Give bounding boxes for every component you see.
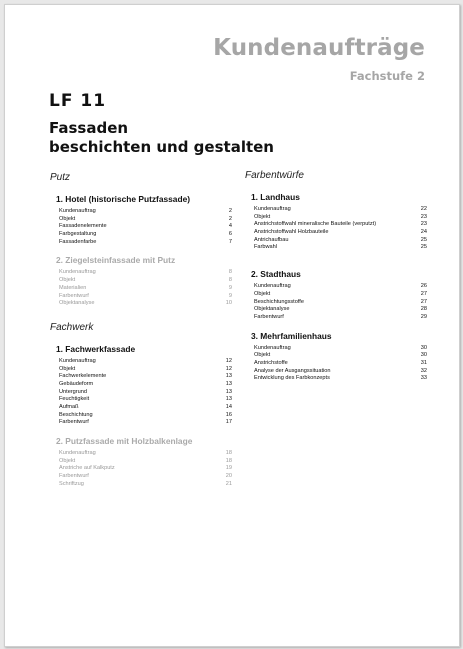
toc-entry-label: Objekt [59, 457, 76, 464]
toc-entry-label: Kundenauftrag [254, 344, 291, 351]
toc-entry-label: Objekt [254, 352, 271, 359]
toc-entry [59, 381, 232, 389]
toc-entry [59, 404, 232, 412]
toc-section [251, 331, 435, 383]
toc-entry [59, 366, 232, 374]
section-entries [56, 208, 240, 246]
toc-entry [59, 465, 232, 473]
toc-entry [59, 269, 232, 277]
toc-entry-label: Anstrichstoffwahl Holzbauteile [254, 229, 329, 236]
toc-entry-label: Gebäudeform [59, 380, 94, 387]
toc-entry [254, 314, 427, 322]
toc-entry-label: Kundenauftrag [254, 206, 291, 212]
toc-entry [254, 306, 427, 314]
toc-entry [254, 291, 427, 299]
toc-entry [59, 358, 232, 366]
toc-entry [59, 389, 232, 397]
toc-entry-page: 20 [225, 473, 232, 480]
toc-entry-page: 13 [225, 380, 232, 387]
toc-entry-label: Beschichtungsstoffe [254, 298, 304, 305]
toc-entry-label: Farbentwurf [254, 313, 284, 320]
toc-entry-label: Anstrichstoffwahl mineralische Bauteile (verputzt) [254, 221, 377, 228]
toc-entry-page: 7 [228, 238, 232, 245]
category-heading: Fachwerk [50, 321, 94, 333]
toc-entry [254, 229, 427, 237]
toc-entry-page: 9 [228, 284, 232, 291]
toc-entry [59, 373, 232, 381]
toc-entry-page: 13 [225, 388, 232, 395]
category-heading: Farbentwürfe [245, 170, 304, 181]
toc-entry [254, 221, 427, 229]
toc-entry [59, 277, 232, 285]
toc-entry-page: 26 [420, 283, 427, 290]
toc-entry-label: Farbentwurf [59, 292, 89, 299]
toc-entry-label: Feuchtigkeit [59, 396, 90, 403]
toc-entry [254, 375, 427, 383]
toc-entry-label: Fassadenfarbe [59, 238, 97, 245]
section-title: 3. Mehrfamilienhaus [251, 330, 332, 341]
toc-entry [254, 345, 427, 353]
toc-entry-label: Farbwahl [254, 244, 278, 251]
toc-section [56, 255, 240, 307]
toc-entry [254, 368, 427, 376]
toc-entry-label: Schriftzug [59, 480, 84, 487]
toc-entry [59, 300, 232, 308]
toc-entry-label: Untergrund [59, 388, 87, 395]
toc-entry [59, 396, 232, 404]
toc-entry-page: 2 [228, 215, 232, 222]
toc-entry-label: Objekt [59, 277, 76, 284]
toc-entry [59, 239, 232, 247]
toc-entry-page: 17 [225, 419, 232, 426]
toc-entry-page: 8 [228, 277, 232, 284]
toc-entry [59, 419, 232, 427]
toc-entry [254, 244, 427, 252]
toc-entry-page: 18 [225, 457, 232, 464]
toc-entry [254, 352, 427, 360]
section-title: 2. Putzfassade mit Holzbalkenlage [56, 436, 193, 447]
toc-section [251, 269, 435, 321]
toc-entry [59, 458, 232, 466]
toc-entry-page: 12 [225, 357, 232, 364]
toc-entry-page: 10 [225, 300, 232, 307]
toc-section [56, 436, 240, 488]
toc-entry [254, 299, 427, 307]
section-title: 1. Landhaus [251, 192, 300, 202]
toc-entry-page: 23 [420, 213, 427, 220]
toc-entry [59, 481, 232, 489]
toc-section [56, 194, 240, 246]
toc-entry [59, 450, 232, 458]
toc-entry-label: Kundenauftrag [59, 450, 96, 457]
toc-entry-page: 21 [225, 480, 232, 487]
toc-entry-label: Objekt [254, 290, 271, 297]
toc-entry-page: 16 [225, 411, 232, 418]
toc-entry-page: 2 [228, 208, 232, 214]
section-entries [56, 269, 240, 307]
toc-entry-page: 27 [420, 290, 427, 297]
section-entries [251, 206, 435, 252]
toc-entry-page: 6 [228, 231, 232, 238]
toc-entry [254, 360, 427, 368]
toc-entry-page: 13 [225, 396, 232, 403]
section-entries [251, 345, 435, 383]
toc-entry [59, 285, 232, 293]
toc-right-column [245, 170, 435, 383]
toc-entry-label: Antrichaufbau [254, 236, 289, 243]
toc-entry [59, 208, 232, 216]
toc-entry-page: 27 [420, 298, 427, 305]
toc-entry-label: Kundenauftrag [59, 269, 96, 276]
section-title: 1. Hotel (historische Putzfassade) [56, 194, 191, 204]
page-header-subtitle: Fachstufe 2 [349, 69, 425, 83]
toc-entry-page: 23 [420, 221, 427, 228]
toc-entry-page: 25 [420, 244, 427, 251]
toc-entry-label: Anstrichstoffe [254, 359, 288, 366]
toc-entry [254, 283, 427, 291]
toc-entry [59, 473, 232, 481]
toc-entry [59, 293, 232, 301]
toc-entry-label: Objekt [59, 215, 76, 222]
toc-entry-page: 4 [228, 223, 232, 230]
toc-entry-label: Kundenauftrag [254, 283, 291, 290]
toc-entry [59, 412, 232, 420]
toc-entry-page: 18 [225, 450, 232, 457]
section-entries [251, 283, 435, 321]
toc-entry [59, 223, 232, 231]
toc-entry-page: 29 [420, 313, 427, 320]
toc-entry-label: Entwicklung des Farbkonzepts [254, 375, 330, 382]
toc-entry-label: Objektanalyse [254, 306, 290, 313]
toc-entry-page: 33 [420, 375, 427, 382]
toc-entry-label: Fassadenelemente [59, 223, 107, 230]
toc-entry-page: 22 [420, 206, 427, 212]
topic-line-2: beschichten und gestalten [49, 138, 274, 156]
section-title: 1. Fachwerkfassade [56, 343, 136, 354]
section-entries [56, 450, 240, 488]
toc-entry-label: Objekt [254, 213, 271, 220]
toc-entry-page: 30 [420, 352, 427, 359]
toc-entry [59, 231, 232, 239]
toc-entry-page: 12 [225, 365, 232, 372]
toc-entry-page: 24 [420, 229, 427, 236]
toc-entry-page: 19 [225, 465, 232, 472]
toc-entry-page: 9 [228, 292, 232, 299]
section-title: 2. Stadthaus [251, 269, 301, 280]
toc-entry-label: Aufmaß [59, 404, 79, 410]
toc-entry-label: Materialien [59, 284, 87, 291]
toc-entry-label: Farbgestaltung [59, 231, 97, 238]
toc-entry-page: 31 [420, 359, 427, 366]
toc-entry-label: Analyse der Ausgangssituation [254, 367, 331, 374]
toc-entry [254, 214, 427, 222]
toc-entry-label: Farbentwurf [59, 473, 89, 480]
toc-entry-label: Objektanalyse [59, 300, 95, 307]
toc-entry-label: Anstriche auf Kalkputz [59, 465, 115, 472]
toc-section [56, 344, 240, 427]
toc-entry-page: 13 [225, 373, 232, 380]
toc-entry-page: 14 [225, 404, 232, 410]
document-page [4, 4, 460, 647]
toc-entry-label: Kundenauftrag [59, 357, 96, 364]
topic-title [49, 119, 274, 157]
toc-entry-label: Kundenauftrag [59, 208, 96, 214]
toc-left-column [50, 172, 240, 489]
toc-entry-page: 28 [420, 306, 427, 313]
learning-field-label: LF 11 [49, 91, 107, 111]
toc-entry-page: 32 [420, 367, 427, 374]
section-entries [56, 358, 240, 427]
toc-entry-page: 8 [228, 269, 232, 276]
section-title: 2. Ziegelsteinfassade mit Putz [56, 255, 176, 266]
toc-entry-page: 25 [420, 236, 427, 243]
toc-entry-label: Objekt [59, 365, 76, 372]
page-header-title: Kundenaufträge [213, 35, 425, 61]
toc-entry-label: Farbentwurf [59, 419, 89, 426]
toc-entry [254, 206, 427, 214]
toc-section [251, 192, 435, 252]
category-heading: Putz [50, 172, 71, 183]
toc-entry [59, 216, 232, 224]
toc-entry-label: Fachwerkelemente [59, 373, 107, 380]
toc-entry [254, 237, 427, 245]
topic-line-1: Fassaden [49, 119, 129, 137]
toc-entry-page: 30 [420, 344, 427, 351]
toc-entry-label: Beschichtung [59, 411, 93, 418]
